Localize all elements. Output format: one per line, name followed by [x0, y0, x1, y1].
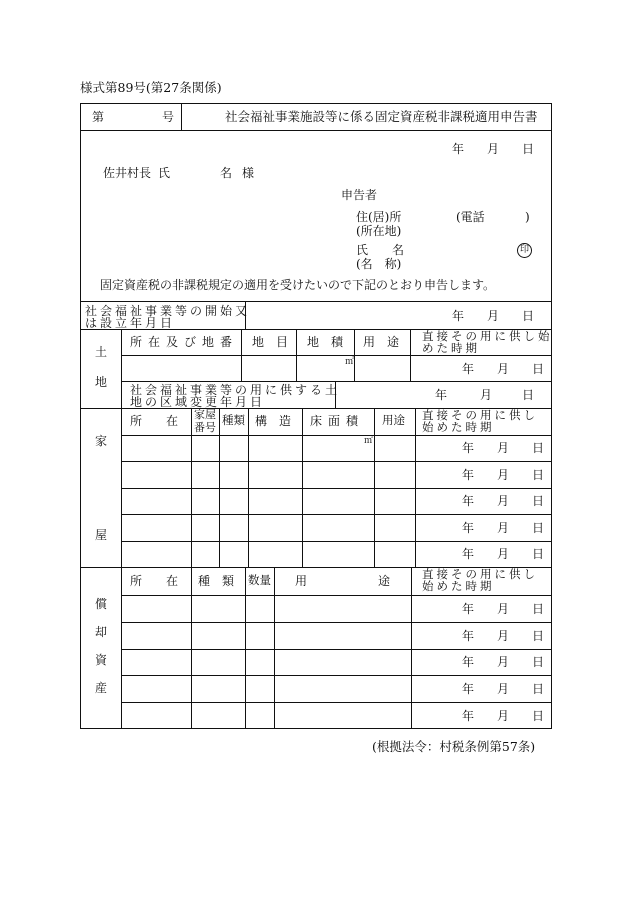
asset-col-use-2: 途	[378, 574, 391, 588]
house-col-date-1: 直接その用に供し	[422, 408, 538, 422]
declaration-form: 第 号 社会福祉事業施設等に係る固定資産税非課税適用申告書 年 月 日 佐井村長 氏 名 様 申告者 住(居)所 (電話 ) (所在地) 氏 名 (名 称) 印 固定資産税の非課税規定の適用を受けたいので下記のとおり申告します。 社会福祉事業等の開始又 は設立年月日 年 月 日 土 地 所在及び地番 地 目 地 積 用 途 直接その用に供し始 めた時期 ㎡ 年 月 日 社会福祉事業等の用に供する土 地の区域変更年月日 年 月 日 家 屋 所 在 家屋 番号 種類 構 造 床面積 用途 直接その用に供し 始めた時期 ㎡ 年 月 日 年 月 日 年 月 日 年 月 日 年 月 日 償 却 資 産 所 在 種 類 数量 用 途 直接その用に供し 始めた時期 年 月 日 年 月 日 年 月 日 年 月 日 年 月 日	[80, 103, 552, 729]
house-col-number-2: 番号	[194, 421, 216, 434]
application-day-label: 日	[522, 142, 535, 156]
recipient-mei: 名	[220, 166, 233, 180]
house-col-use: 用途	[382, 413, 405, 427]
land-col-use: 用 途	[363, 335, 400, 349]
start-year-label: 年	[452, 309, 465, 323]
start-day-label: 日	[522, 309, 535, 323]
land-month: 月	[497, 362, 510, 376]
applicant-phone-open: (電話	[456, 210, 485, 224]
application-year-label: 年	[452, 142, 465, 156]
applicant-label: 申告者	[341, 188, 378, 202]
house-col-kind: 種類	[222, 413, 245, 427]
house-col-structure: 構 造	[255, 414, 292, 428]
land-col-date-2: めた時期	[422, 341, 480, 355]
land-area-unit: ㎡	[345, 357, 355, 367]
applicant-phone-close: )	[525, 210, 530, 224]
applicant-name-label: 氏 名	[356, 243, 405, 257]
asset-col-kind: 種 類	[198, 574, 235, 588]
recipient-village: 佐井村長	[103, 166, 152, 180]
application-month-label: 月	[487, 142, 500, 156]
land-change-label-2: 地の区域変更年月日	[130, 395, 266, 409]
house-floor-unit: ㎡	[364, 436, 374, 446]
asset-col-qty: 数量	[248, 573, 271, 587]
legal-basis-note: (根拠法令：村税条例第57条)	[372, 739, 536, 754]
house-col-date-2: 始めた時期	[422, 420, 495, 434]
start-date-label-2: は設立年月日	[85, 316, 176, 330]
land-change-label-1: 社会福祉事業等の用に供する土	[130, 383, 341, 397]
start-month-label: 月	[487, 309, 500, 323]
asset-col-use-1: 用	[295, 574, 308, 588]
form-number: 様式第89号(第27条関係)	[80, 80, 222, 95]
land-section-label: 土 地	[94, 345, 107, 389]
land-col-category: 地 目	[252, 335, 289, 349]
applicant-title-label: (名 称)	[356, 257, 402, 271]
land-change-year: 年	[435, 388, 448, 402]
house-col-location: 所 在	[130, 414, 179, 428]
seal-icon: 印	[517, 243, 532, 258]
land-change-day: 日	[522, 388, 535, 402]
asset-section-label: 償 却 資 産	[94, 597, 107, 695]
asset-col-date-2: 始めた時期	[422, 579, 495, 593]
number-prefix: 第	[92, 110, 105, 124]
applicant-address-label: 住(居)所	[356, 210, 402, 224]
land-change-month: 月	[480, 388, 493, 402]
recipient-sama: 様	[242, 166, 255, 180]
land-day: 日	[532, 362, 545, 376]
house-col-number-1: 家屋	[194, 408, 216, 421]
house-col-floor: 床面積	[310, 414, 365, 428]
number-suffix: 号	[162, 110, 175, 124]
house-section-label: 家 屋	[94, 434, 107, 542]
asset-col-location: 所 在	[130, 574, 179, 588]
form-title: 社会福祉事業施設等に係る固定資産税非課税適用申告書	[225, 109, 538, 124]
land-col-location: 所在及び地番	[130, 335, 239, 349]
asset-col-date-1: 直接その用に供し	[422, 567, 538, 581]
land-col-area: 地 積	[307, 335, 344, 349]
start-date-label-1: 社会福祉事業等の開始又	[85, 304, 251, 318]
land-year: 年	[462, 362, 475, 376]
statement: 固定資産税の非課税規定の適用を受けたいので下記のとおり申告します。	[100, 278, 496, 292]
applicant-location-label: (所在地)	[356, 224, 402, 238]
recipient-shi: 氏	[158, 166, 171, 180]
land-col-date-1: 直接その用に供し始	[422, 329, 553, 343]
